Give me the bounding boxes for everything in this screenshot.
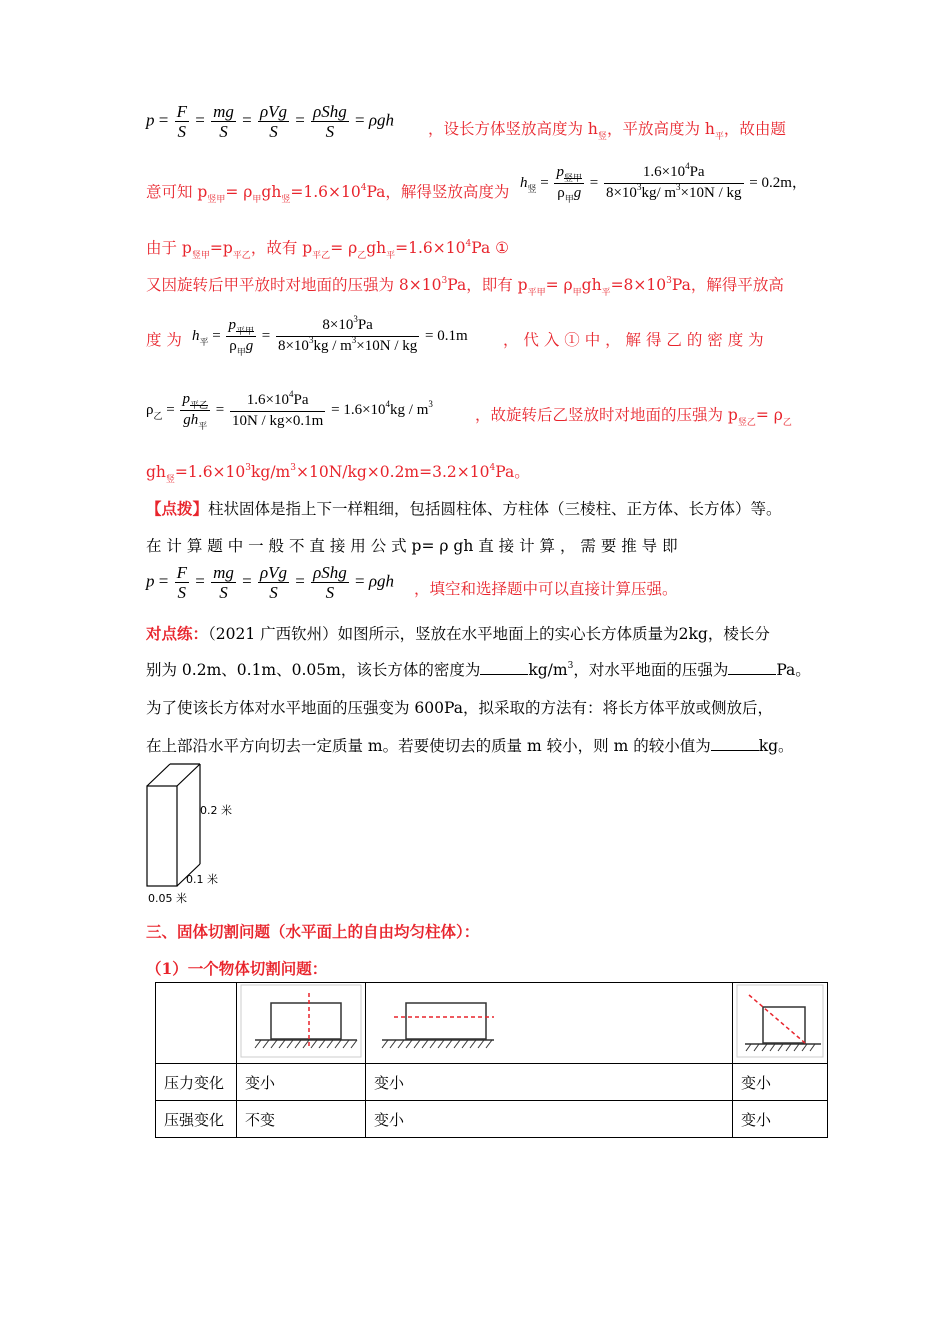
cuboid-figure	[140, 758, 250, 908]
vertical-cut-diagram	[237, 983, 365, 1059]
diagonal-cut-diagram	[733, 983, 827, 1059]
force-diagonal-cell: 变小	[733, 1064, 828, 1101]
pressure-formula-1: p = $\frac{F}{S}$ = $\frac{mg}{S}$ = $\frac{\text{ρVg}}{S}$ = $\frac{\text{ρShg}}{S}$ = ρgh	[146, 102, 395, 141]
tip-line2: 在 计 算 题 中 一 般 不 直 接 用 公 式 p= ρ gh 直 接 计 算 ， 需 要 推 导 即	[146, 537, 678, 555]
force-vertical-cell: 变小	[237, 1064, 366, 1101]
pressure-blank[interactable]	[728, 660, 776, 675]
cut-table	[155, 982, 828, 1138]
exercise-line3: 为了使该长方体对水平地面的压强变为 600Pa，拟采取的方法有：将长方体平放或侧放后，	[146, 699, 773, 717]
exercise-line4: 在上部沿水平方向切去一定质量 m。若要使切去的质量 m 较小，则 m 的较小值为 kg。	[146, 737, 794, 755]
exercise-line2: 别为 0.2m、0.1m、0.05m，该长方体的密度为 $kg/m^3$，对水平地面的压强为 Pa。	[146, 661, 811, 679]
row-label-force: 压力变化	[156, 1064, 237, 1101]
tip-line1: 【点拨】柱状固体是指上下一样粗细，包括圆柱体、方柱体（三棱柱、正方体、长方体）等。	[146, 499, 782, 518]
horizontal-cut-cell	[366, 983, 733, 1064]
force-horizontal-cell: 变小	[366, 1064, 733, 1101]
para4-text: 又因旋转后甲平放时对地面的压强为 $8\times 10^3Pa$，即有 $p_{平甲}= \rho_甲gh_平=8\times 10^3Pa$，解得平放高	[146, 276, 784, 298]
label-0.1m: 0.1 米	[186, 873, 218, 886]
para5-label: 度 为	[146, 331, 182, 349]
para5-text: ， 代 入 ① 中 ， 解 得 乙 的 密 度 为	[503, 331, 764, 349]
pressure-vertical-cell: 不变	[237, 1101, 366, 1138]
diagonal-cut-cell	[733, 983, 828, 1064]
pressure-horizontal-cell: 变小	[366, 1101, 733, 1138]
height-equation-shu: $h_竖$ = $\frac{p_{竖甲}}{\rho_甲g}$ = $\frac{1.6\times 10^4Pa}{8\times 10^3kg/ m^3\times 10N / kg}$ = 0.2m，	[520, 161, 807, 204]
para2-text: 意可知 $p_{竖甲}= \rho_甲gh_竖=1.6\times 10^4Pa$，解得竖放高度为	[146, 183, 510, 205]
height-equation-ping: $h_平$ = $\frac{p_{平甲}}{\rho_甲g}$ = $\frac{8\times 10^3Pa}{8\times 10^3kg / m^3\times 10N / kg}$ = 0.1m	[192, 314, 468, 357]
horizontal-cut-diagram	[366, 983, 732, 1059]
para6-text: ，故旋转后乙竖放时对地面的压强为 $p_{竖乙}= \rho_乙$	[475, 406, 792, 428]
exercise-line1: 对点练：（2021 广西钦州）如图所示，竖放在水平地面上的实心长方体质量为2kg，棱长分	[146, 624, 770, 643]
para1-text: ，设长方体竖放高度为 $h_竖$，平放高度为 $h_平$，故由题	[428, 120, 786, 142]
pressure-diagonal-cell: 变小	[733, 1101, 828, 1138]
exercise-label: 对点练：	[146, 624, 209, 643]
density-blank[interactable]	[480, 660, 528, 675]
para3-text: 由于 $p_{竖甲}=p_{平乙}$，故有 $p_{平乙}= \rho_乙gh_平=1.6\times 10^4Pa$ ①	[146, 239, 510, 261]
vertical-cut-cell	[237, 983, 366, 1064]
density-equation-yi: $\rho_乙$ = $\frac{p_{平乙}}{gh_平}$ = $\frac{1.6\times 10^4Pa}{10N / kg\times 0.1m}$ = $1.6\times 10^4kg / m^3$	[146, 388, 433, 431]
tip-label: 【点拨】	[146, 499, 209, 518]
section3-subtitle: （1）一个物体切割问题：	[146, 959, 328, 978]
label-0.2m: 0.2 米	[200, 804, 232, 817]
mass-blank[interactable]	[711, 736, 759, 751]
header-empty-cell	[156, 983, 237, 1064]
label-0.05m: 0.05 米	[148, 892, 187, 905]
tip-line3: ，填空和选择题中可以直接计算压强。	[414, 580, 678, 598]
section3-title: 三、固体切割问题（水平面上的自由均匀柱体）：	[146, 922, 480, 941]
para7-text: $gh_竖=1.6\times 10^3kg/m^3\times 10N/kg\times 0.2m=3.2\times 10^4Pa$。	[146, 463, 530, 485]
row-label-pressure: 压强变化	[156, 1101, 237, 1138]
pressure-formula-2: p = $\frac{F}{S}$ = $\frac{mg}{S}$ = $\frac{\text{ρVg}}{S}$ = $\frac{\text{ρShg}}{S}$ = ρgh	[146, 563, 395, 602]
